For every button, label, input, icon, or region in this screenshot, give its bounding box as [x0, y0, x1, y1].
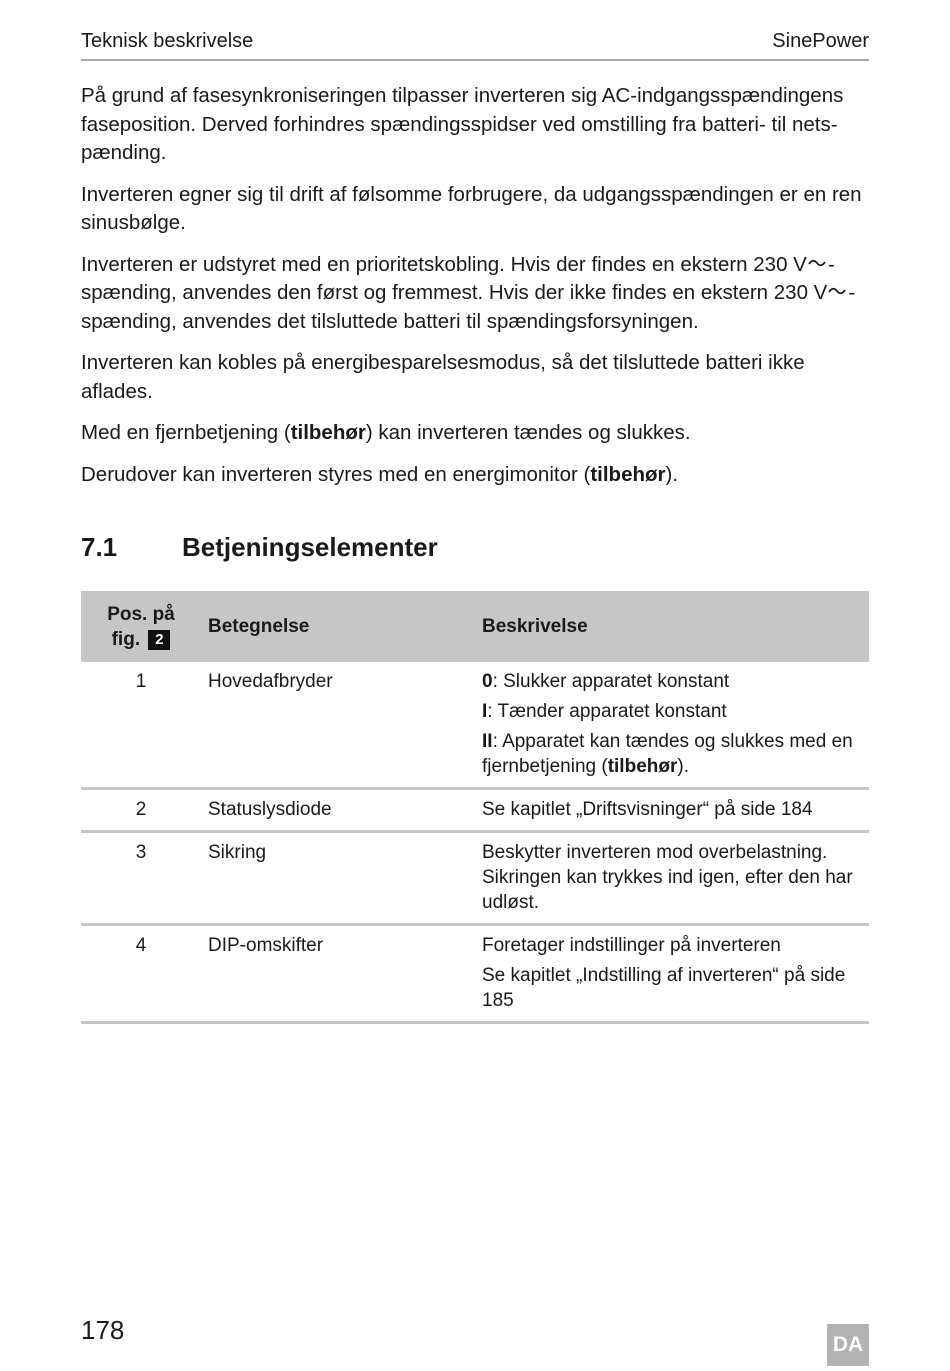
page-header	[81, 30, 869, 61]
controls-table	[81, 591, 869, 1024]
ac-sine-icon	[828, 286, 846, 296]
paragraph-text: ) kan inverteren tændes og slukkes.	[365, 421, 691, 444]
section-number: 7.1	[81, 532, 118, 562]
row-name: DIP-omskifter	[208, 935, 324, 956]
table-row	[81, 662, 869, 789]
accessory-label: tilbehør	[607, 756, 678, 777]
switch-position: 0	[482, 671, 493, 692]
description-line: Foretager indstillinger på inverteren	[482, 935, 781, 956]
figure-number-badge: 2	[148, 630, 170, 650]
table-header-row	[81, 591, 869, 662]
switch-position: II	[482, 731, 493, 752]
row-description	[475, 832, 869, 925]
description-text: : Apparatet kan tændes og slukkes med en fjernbetjening (	[482, 731, 853, 777]
paragraph: Inverteren kan kobles på energibesparelsesmodus, så det tilsluttede batteri ikke aflades.	[81, 351, 805, 403]
language-badge: DA	[827, 1324, 869, 1366]
header-position-line1: Pos. på	[107, 603, 175, 625]
paragraph	[81, 461, 871, 490]
accessory-label: tilbehør	[290, 421, 366, 444]
description-text: ).	[677, 756, 689, 777]
description-line	[482, 669, 859, 694]
row-position: 3	[135, 842, 147, 863]
row-description	[475, 789, 869, 832]
description-line: Se kapitlet „Driftsvisninger“ på side 184	[482, 799, 813, 820]
description-line	[482, 699, 859, 724]
description-text: : Tænder apparatet konstant	[487, 701, 727, 722]
paragraph	[81, 251, 871, 337]
row-description	[475, 662, 869, 789]
body-text	[81, 82, 871, 502]
header-description: Beskrivelse	[475, 591, 869, 662]
row-description	[475, 925, 869, 1023]
switch-position: I	[482, 701, 488, 722]
paragraph: På grund af fasesynkroniseringen tilpasser inverteren sig AC-indgangsspændingens faseposition. Derved forhindres spændingsspidser ved omstilling fra batteri- til netspænding.	[81, 84, 844, 164]
paragraph-text: -spænding, anvendes den først og fremmest. Hvis der ikke findes en ekstern 230 V	[81, 252, 835, 304]
accessory-label: tilbehør	[590, 462, 666, 486]
header-name: Betegnelse	[201, 591, 475, 662]
row-name: Statuslysdiode	[208, 799, 332, 820]
paragraph-text: ).	[665, 462, 679, 486]
paragraph-text: Inverteren er udstyret med en prioritetskobling. Hvis der findes en ekstern 230 V	[81, 252, 807, 276]
row-position: 4	[135, 935, 147, 956]
page-number: 178	[81, 1315, 125, 1345]
description-text: : Slukker apparatet konstant	[492, 671, 730, 692]
description-line: Se kapitlet „Indstilling af inverteren“ på side 185	[482, 965, 846, 1011]
description-line	[482, 729, 859, 779]
header-section-title: Teknisk beskrivelse	[81, 30, 254, 52]
header-product-name: SinePower	[772, 30, 869, 52]
row-name: Sikring	[208, 842, 267, 863]
header-position-line2: fig.	[111, 628, 141, 650]
paragraph	[81, 419, 871, 448]
description-line: Beskytter inverteren mod overbelastning. Sikringen kan trykkes ind igen, efter den har udløst.	[482, 842, 853, 913]
table-row	[81, 925, 869, 1023]
ac-sine-icon	[808, 258, 826, 268]
header-position	[81, 591, 201, 662]
table-row	[81, 832, 869, 925]
paragraph-text: Derudover kan inverteren styres med en energimonitor (	[81, 462, 591, 486]
row-position: 1	[135, 671, 147, 692]
paragraph: Inverteren egner sig til drift af følsomme forbrugere, da udgangsspændingen er en ren sinusbølge.	[81, 182, 862, 234]
table-row	[81, 789, 869, 832]
section-heading	[81, 532, 438, 563]
row-name: Hovedafbryder	[208, 671, 333, 692]
paragraph-text: Med en fjernbetjening (	[81, 421, 291, 444]
paragraph-text: -spænding, anvendes det tilsluttede batteri til spændingsforsyningen.	[81, 281, 856, 333]
section-title: Betjeningselementer	[182, 532, 438, 562]
row-position: 2	[135, 799, 147, 820]
